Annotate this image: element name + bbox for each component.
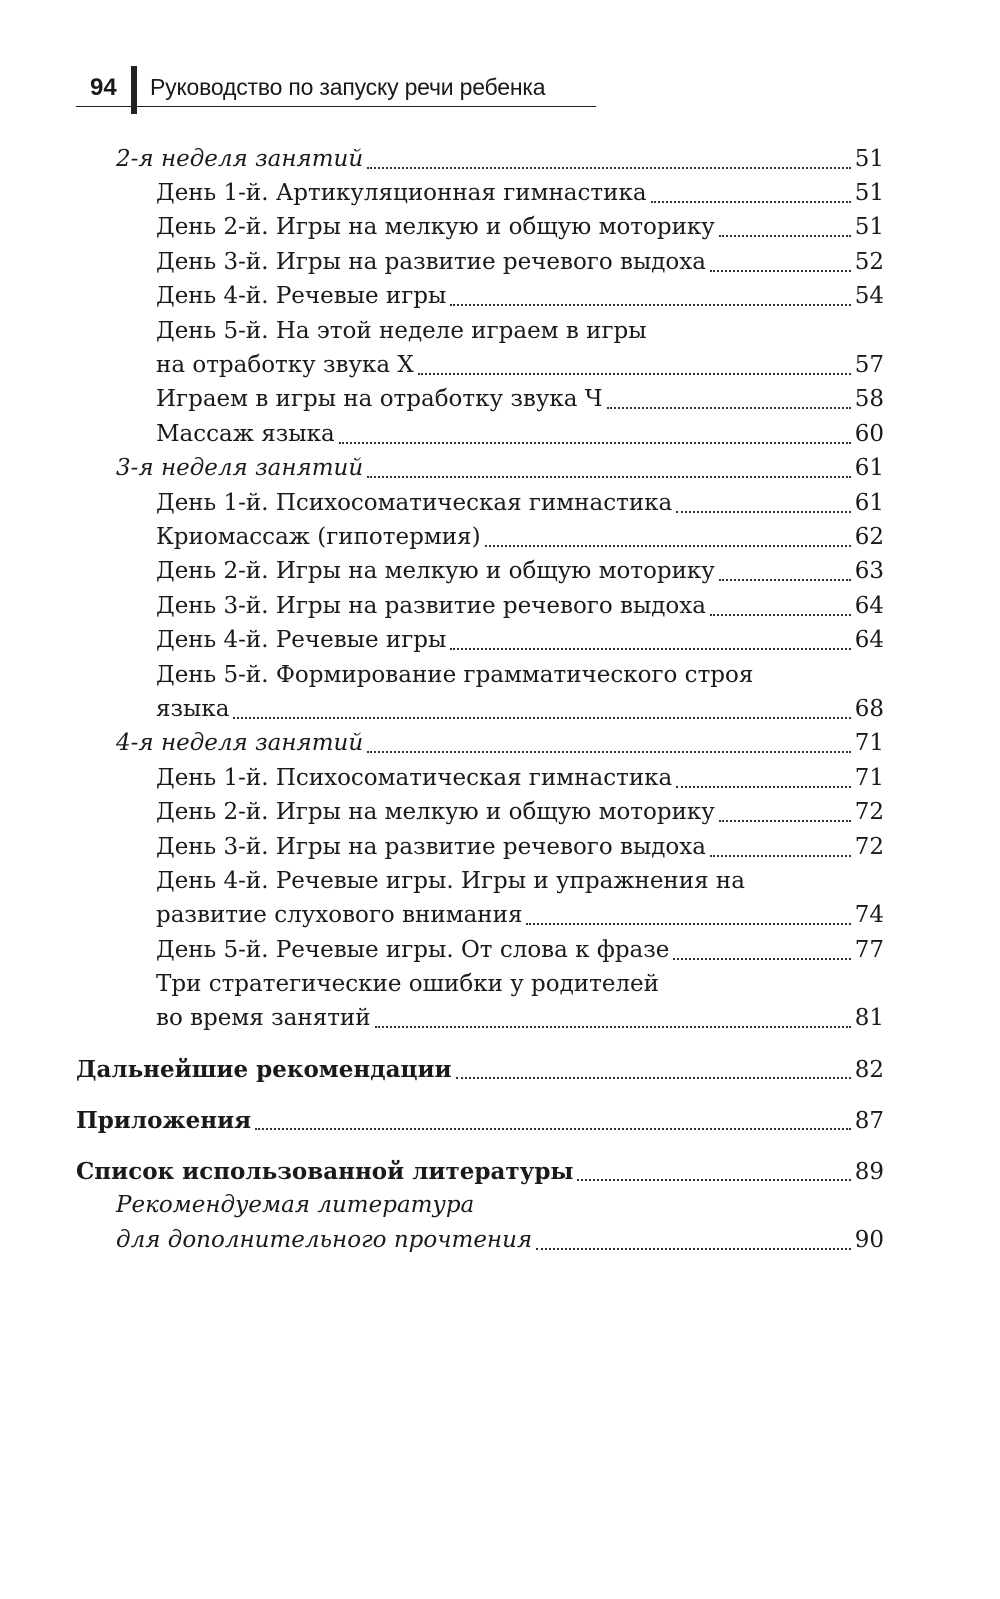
toc-entry-line1[interactable] bbox=[156, 318, 884, 352]
toc-entry-title: День 2-й. Игры на мелкую и общую моторику bbox=[156, 558, 715, 584]
toc-entry-page: 72 bbox=[854, 834, 884, 860]
toc-entry-page: 57 bbox=[854, 352, 884, 378]
toc-entry-title: языка bbox=[156, 696, 230, 722]
toc-entry-title: День 3-й. Игры на развитие речевого выдоха bbox=[156, 593, 706, 619]
toc-entry-page: 60 bbox=[854, 421, 884, 447]
toc-entry-title: 2-я неделя занятий bbox=[116, 146, 364, 172]
leader-dots bbox=[719, 235, 851, 237]
leader-dots bbox=[450, 648, 850, 650]
leader-dots bbox=[375, 1026, 851, 1028]
toc-entry-week-4[interactable] bbox=[116, 730, 884, 764]
leader-dots bbox=[673, 958, 850, 960]
leader-dots bbox=[255, 1128, 851, 1130]
toc-entry[interactable] bbox=[156, 524, 884, 558]
toc-entry-title: День 3-й. Игры на развитие речевого выдоха bbox=[156, 834, 706, 860]
toc-entry-recommendations[interactable] bbox=[76, 1056, 884, 1090]
leader-dots bbox=[719, 579, 851, 581]
toc-entry[interactable] bbox=[156, 558, 884, 592]
toc-entry[interactable] bbox=[156, 180, 884, 214]
toc-entry-title: День 1-й. Психосоматическая гимнастика bbox=[156, 765, 673, 791]
toc-entry-title: День 3-й. Игры на развитие речевого выдоха bbox=[156, 249, 706, 275]
leader-dots bbox=[418, 373, 851, 375]
toc-entry-title: для дополнительного прочтения bbox=[116, 1227, 533, 1253]
toc-entry-page: 90 bbox=[854, 1227, 884, 1253]
toc-entry-title: День 2-й. Игры на мелкую и общую моторику bbox=[156, 799, 715, 825]
toc-entry[interactable] bbox=[156, 902, 884, 936]
header-divider bbox=[131, 66, 137, 114]
toc-entry-title: День 4-й. Речевые игры bbox=[156, 283, 447, 309]
leader-dots bbox=[450, 304, 850, 306]
toc-entry-page: 51 bbox=[854, 146, 884, 172]
running-title: Руководство по запуску речи ребенка bbox=[150, 74, 546, 100]
toc-entry-appendices[interactable] bbox=[76, 1107, 884, 1141]
leader-dots bbox=[536, 1248, 851, 1250]
toc-entry[interactable] bbox=[156, 490, 884, 524]
leader-dots bbox=[485, 545, 851, 547]
toc-entry-line1[interactable] bbox=[156, 868, 884, 902]
toc-entry-title: во время занятий bbox=[156, 1005, 371, 1031]
leader-dots bbox=[577, 1179, 850, 1181]
toc-entry-page: 63 bbox=[854, 558, 884, 584]
leader-dots bbox=[710, 855, 851, 857]
toc-entry-title: День 5-й. Речевые игры. От слова к фразе bbox=[156, 937, 670, 963]
toc-entry-week-3[interactable] bbox=[116, 455, 884, 489]
toc-entry-title: Массаж языка bbox=[156, 421, 335, 447]
toc-entry[interactable] bbox=[156, 421, 884, 455]
toc-entry-title: День 1-й. Артикуляционная гимнастика bbox=[156, 180, 647, 206]
leader-dots bbox=[367, 476, 851, 478]
toc-entry[interactable] bbox=[156, 696, 884, 730]
toc-entry-title: День 5-й. На этой неделе играем в игры bbox=[156, 318, 647, 344]
toc-entry-title: Играем в игры на отработку звука Ч bbox=[156, 386, 603, 412]
toc-entry-title: День 1-й. Психосоматическая гимнастика bbox=[156, 490, 673, 516]
toc-entry-title: День 2-й. Игры на мелкую и общую моторику bbox=[156, 214, 715, 240]
leader-dots bbox=[367, 167, 851, 169]
toc-entry-page: 87 bbox=[854, 1108, 884, 1134]
toc-entry-title: День 4-й. Речевые игры bbox=[156, 627, 447, 653]
leader-dots bbox=[367, 751, 851, 753]
toc-entry-page: 81 bbox=[854, 1005, 884, 1031]
toc-entry-title: Криомассаж (гипотермия) bbox=[156, 524, 481, 550]
toc-entry-further-reading[interactable] bbox=[116, 1227, 884, 1261]
leader-dots bbox=[526, 923, 850, 925]
leader-dots bbox=[456, 1077, 851, 1079]
toc-entry-page: 89 bbox=[854, 1159, 884, 1185]
toc-entry-line1[interactable] bbox=[156, 662, 884, 696]
toc-entry-page: 82 bbox=[854, 1057, 884, 1083]
toc-entry-title: Список использованной литературы bbox=[76, 1158, 574, 1185]
toc-entry-page: 74 bbox=[854, 902, 884, 928]
toc-entry[interactable] bbox=[156, 386, 884, 420]
leader-dots bbox=[339, 442, 851, 444]
toc-entry[interactable] bbox=[156, 834, 884, 868]
toc-entry[interactable] bbox=[156, 799, 884, 833]
toc-entry[interactable] bbox=[156, 283, 884, 317]
toc-entry-page: 54 bbox=[854, 283, 884, 309]
toc-entry-line1[interactable] bbox=[116, 1192, 884, 1226]
toc-entry[interactable] bbox=[156, 214, 884, 248]
toc-entry-title: Рекомендуемая литература bbox=[116, 1192, 475, 1218]
toc-entry-page: 62 bbox=[854, 524, 884, 550]
toc-entry-page: 72 bbox=[854, 799, 884, 825]
toc-entry-page: 77 bbox=[854, 937, 884, 963]
leader-dots bbox=[607, 407, 851, 409]
leader-dots bbox=[710, 614, 851, 616]
toc-entry-page: 52 bbox=[854, 249, 884, 275]
toc-entry-page: 61 bbox=[854, 455, 884, 481]
toc-entry[interactable] bbox=[156, 765, 884, 799]
toc-entry-page: 71 bbox=[854, 765, 884, 791]
toc-entry[interactable] bbox=[156, 937, 884, 971]
leader-dots bbox=[233, 717, 850, 719]
toc-entry-title: Три стратегические ошибки у родителей bbox=[156, 971, 660, 997]
leader-dots bbox=[651, 201, 851, 203]
toc-entry-week-2[interactable] bbox=[116, 146, 884, 180]
page-header bbox=[76, 64, 596, 107]
toc-entry-page: 58 bbox=[854, 386, 884, 412]
toc-entry-title: День 5-й. Формирование грамматического строя bbox=[156, 662, 754, 688]
toc-entry-title: развитие слухового внимания bbox=[156, 902, 523, 928]
leader-dots bbox=[710, 270, 851, 272]
toc-entry-page: 68 bbox=[854, 696, 884, 722]
toc-entry-page: 51 bbox=[854, 214, 884, 240]
toc-entry-page: 61 bbox=[854, 490, 884, 516]
toc-entry-page: 64 bbox=[854, 593, 884, 619]
toc-entry[interactable] bbox=[156, 627, 884, 661]
toc-entry[interactable] bbox=[156, 593, 884, 627]
toc-entry-page: 64 bbox=[854, 627, 884, 653]
toc-entry-title: День 4-й. Речевые игры. Игры и упражнения на bbox=[156, 868, 745, 894]
toc-entry[interactable] bbox=[156, 352, 884, 386]
toc-entry[interactable] bbox=[156, 249, 884, 283]
leader-dots bbox=[719, 820, 851, 822]
toc-entry-line1[interactable] bbox=[156, 971, 884, 1005]
page-number: 94 bbox=[90, 74, 117, 101]
toc-entry-title: Приложения bbox=[76, 1107, 252, 1134]
toc-entry-title: 4-я неделя занятий bbox=[116, 730, 364, 756]
toc-entry-title: на отработку звука Х bbox=[156, 352, 414, 378]
toc-entry-title: Дальнейшие рекомендации bbox=[76, 1056, 452, 1083]
toc-entry-page: 51 bbox=[854, 180, 884, 206]
leader-dots bbox=[676, 511, 850, 513]
toc-entry-references[interactable] bbox=[76, 1158, 884, 1192]
leader-dots bbox=[676, 786, 850, 788]
toc-entry[interactable] bbox=[156, 1005, 884, 1039]
toc-entry-title: 3-я неделя занятий bbox=[116, 455, 364, 481]
toc-entry-page: 71 bbox=[854, 730, 884, 756]
